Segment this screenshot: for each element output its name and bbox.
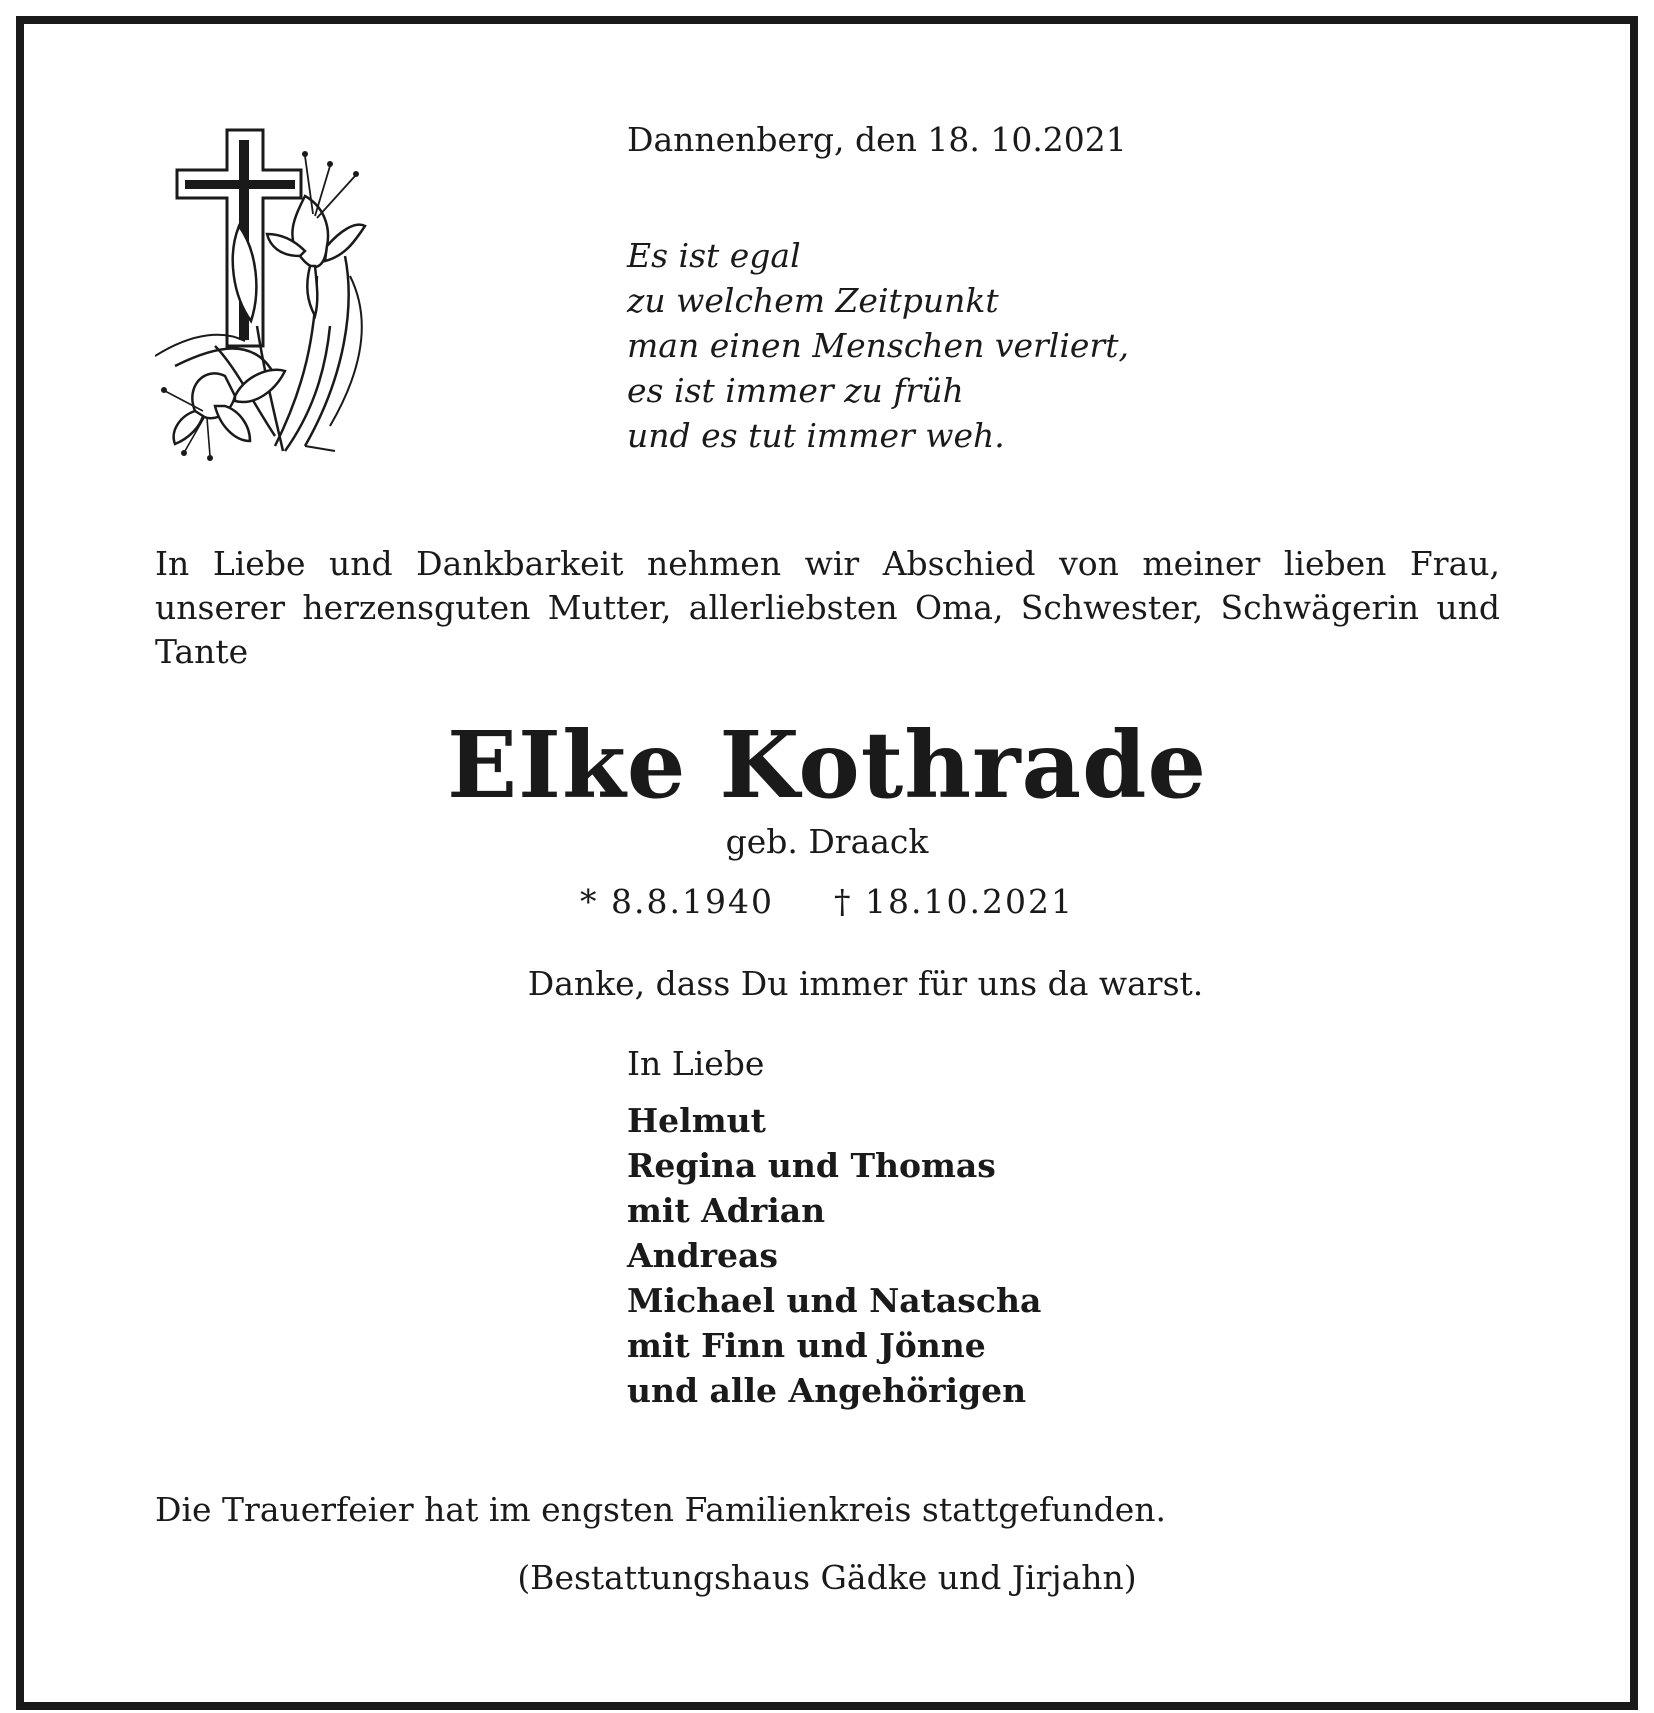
death-date: † 18.10.2021 bbox=[834, 882, 1074, 921]
life-dates bbox=[0, 882, 1654, 922]
mourner-line: mit Adrian bbox=[627, 1191, 826, 1230]
poem bbox=[627, 233, 1129, 458]
poem-line: es ist immer zu früh bbox=[627, 371, 964, 410]
mourner-line: Regina und Thomas bbox=[627, 1146, 996, 1185]
thanks-line: Danke, dass Du immer für uns da warst. bbox=[527, 964, 1204, 1003]
birth-date: * 8.8.1940 bbox=[580, 882, 774, 921]
intro-paragraph bbox=[155, 542, 1500, 674]
mourner-line: mit Finn und Jönne bbox=[627, 1326, 986, 1365]
mourners-list bbox=[627, 1098, 1041, 1413]
undertaker: (Bestattungshaus Gädke und Jirjahn) bbox=[517, 1558, 1137, 1597]
signoff-label: In Liebe bbox=[627, 1044, 765, 1083]
cross-with-lilies-icon bbox=[155, 126, 385, 466]
deceased-name: EIke Kothrade bbox=[446, 711, 1208, 819]
mourner-line: Helmut bbox=[627, 1101, 766, 1140]
poem-line: und es tut immer weh. bbox=[627, 416, 1005, 455]
place-date: Dannenberg, den 18. 10.2021 bbox=[627, 120, 1127, 159]
funeral-note: Die Trauerfeier hat im engsten Familienkreis stattgefunden. bbox=[155, 1490, 1167, 1529]
mourner-line: und alle Angehörigen bbox=[627, 1371, 1027, 1410]
poem-line: Es ist egal bbox=[627, 236, 801, 275]
intro-line: In Liebe und Dankbarkeit nehmen wir Abschied von meiner lieben Frau, bbox=[155, 544, 1500, 583]
poem-line: zu welchem Zeitpunkt bbox=[627, 281, 999, 320]
mourner-line: Michael und Natascha bbox=[627, 1281, 1042, 1320]
intro-line: unserer herzensguten Mutter, allerliebsten Oma, Schwester, Schwägerin und bbox=[155, 588, 1500, 627]
intro-line: Tante bbox=[155, 632, 249, 671]
poem-line: man einen Menschen verliert, bbox=[627, 326, 1129, 365]
maiden-name: geb. Draack bbox=[725, 822, 929, 861]
mourner-line: Andreas bbox=[627, 1236, 779, 1275]
